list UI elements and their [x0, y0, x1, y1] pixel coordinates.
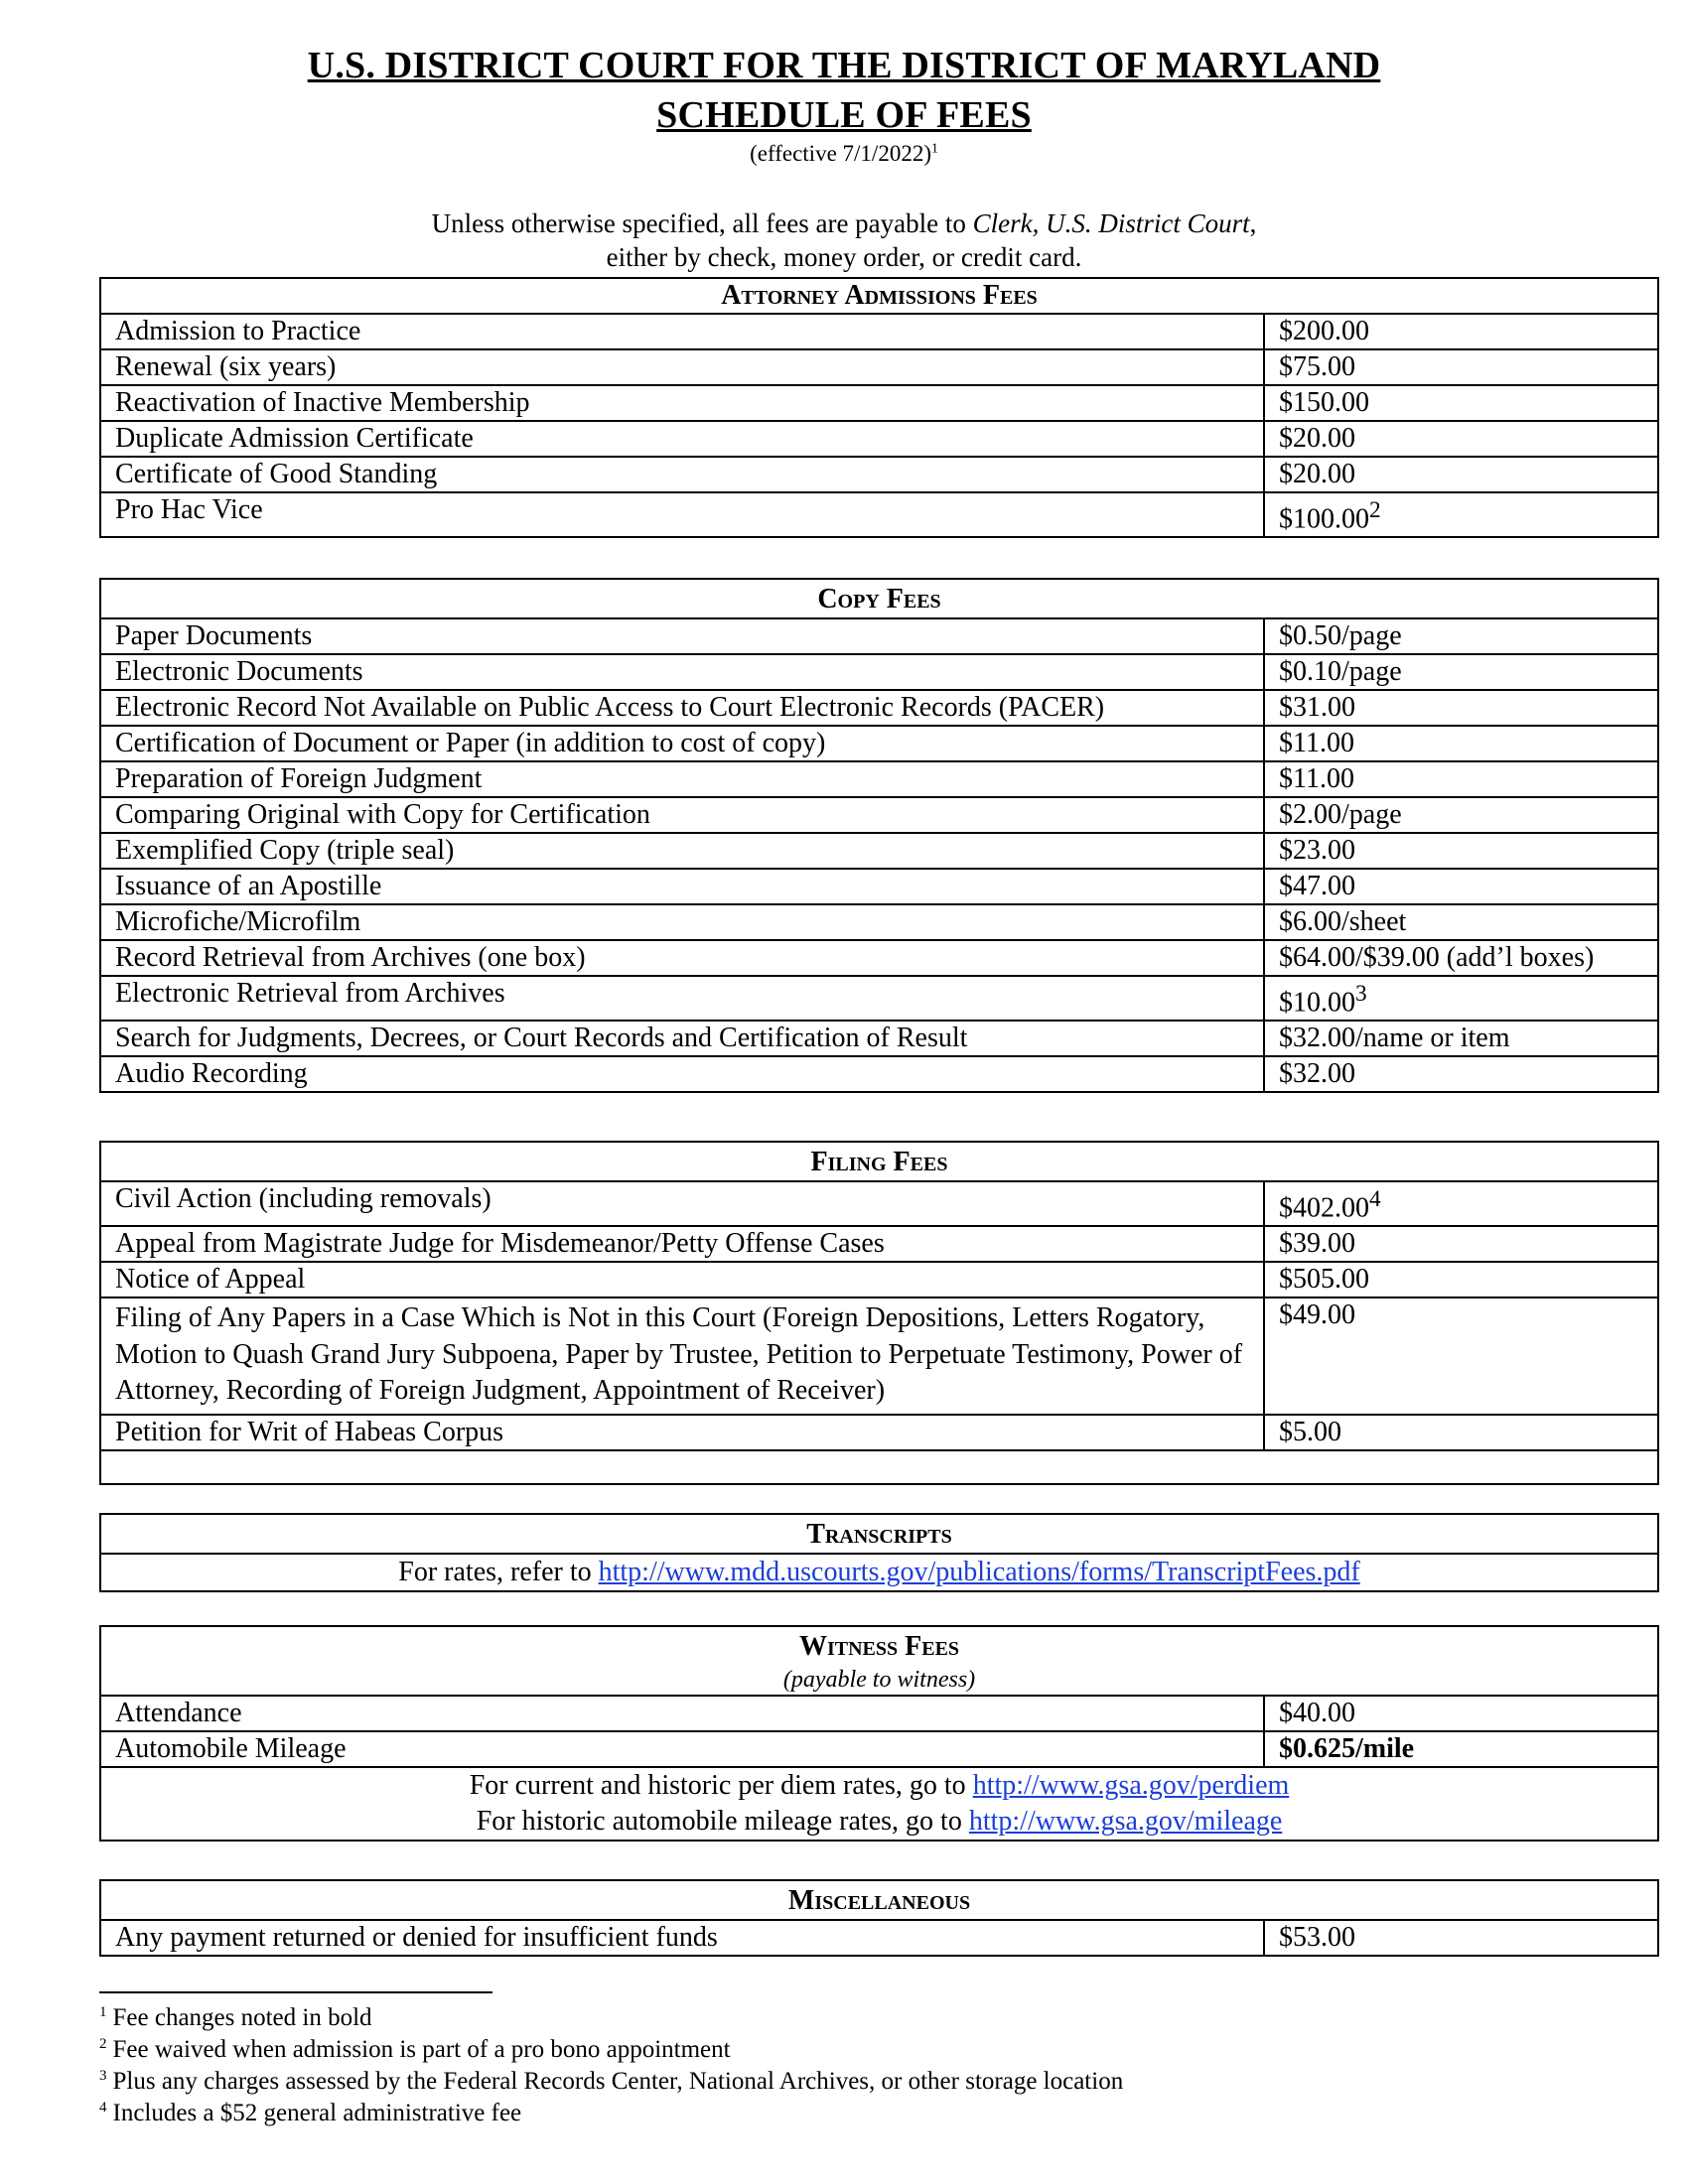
fee-amount [1264, 940, 1658, 976]
fee-value: $47.00 [1279, 871, 1355, 901]
fee-value: $6.00/sheet [1279, 906, 1407, 937]
fee-amount [1264, 349, 1658, 385]
fee-row [100, 492, 1658, 537]
fee-value: $505.00 [1279, 1264, 1369, 1296]
footnote-ref: 3 [1355, 981, 1367, 1007]
fee-name: Appeal from Magistrate Judge for Misdemeanor/Petty Offense Cases [100, 1226, 1264, 1262]
fee-name: Audio Recording [100, 1056, 1264, 1092]
fee-name: Issuance of an Apostille [100, 869, 1264, 904]
fee-name: Petition for Writ of Habeas Corpus [100, 1415, 1264, 1450]
fee-row [100, 654, 1658, 690]
fee-value: $32.00/name or item [1279, 1023, 1510, 1054]
fee-row [100, 690, 1658, 726]
footnote [99, 2002, 1123, 2034]
fee-row [100, 976, 1658, 1021]
fee-name: Microfiche/Microfilm [100, 904, 1264, 940]
page-subtitle: SCHEDULE OF FEES [656, 94, 1032, 136]
fee-value: $5.00 [1279, 1416, 1341, 1447]
footnote [99, 2034, 1123, 2066]
fee-name: Comparing Original with Copy for Certification [100, 797, 1264, 833]
fee-amount [1264, 833, 1658, 869]
fee-name: Search for Judgments, Decrees, or Court Records and Certification of Result [100, 1021, 1264, 1056]
filing-fees-heading: Filing Fees [100, 1142, 1658, 1181]
fee-value: $31.00 [1279, 692, 1355, 723]
fee-name: Record Retrieval from Archives (one box) [100, 940, 1264, 976]
fee-value: $11.00 [1279, 728, 1354, 758]
fee-value: $75.00 [1279, 351, 1355, 382]
footnote-ref: 1 [930, 140, 938, 156]
fee-row [100, 1021, 1658, 1056]
page-title: U.S. DISTRICT COURT FOR THE DISTRICT OF MARYLAND [307, 45, 1381, 86]
fee-row [100, 726, 1658, 761]
fee-row [100, 1262, 1658, 1297]
intro-prefix: Unless otherwise specified, all fees are payable to [431, 208, 973, 238]
mileage-link[interactable]: http://www.gsa.gov/mileage [968, 1806, 1283, 1837]
footnotes [99, 2002, 1123, 2129]
footnote-number: 1 [99, 2003, 107, 2020]
fee-name: Civil Action (including removals) [100, 1181, 1264, 1226]
filing-fees-table [99, 1141, 1659, 1485]
miscellaneous-heading: Miscellaneous [100, 1880, 1658, 1920]
fee-amount [1264, 314, 1658, 349]
fee-row [100, 1226, 1658, 1262]
fee-name: Preparation of Foreign Judgment [100, 761, 1264, 797]
fee-value: $39.00 [1279, 1228, 1355, 1260]
fee-row [100, 1297, 1658, 1415]
footnote-number: 2 [99, 2035, 107, 2052]
attorney-admissions-table [99, 277, 1659, 538]
footnote-ref: 4 [1369, 1186, 1381, 1212]
footnote-text: Includes a $52 general administrative fee [112, 2100, 522, 2126]
fee-amount [1264, 869, 1658, 904]
fee-amount [1264, 492, 1658, 537]
fee-name: Filing of Any Papers in a Case Which is Not in this Court (Foreign Depositions, Letters Rogatory, Motion to Quash Grand Jury Subpoena, Paper by Trustee, Petition to Perpetuate Testimony, Power of Attorney, Recording of Foreign Judgment, Appointment of Receiver) [100, 1297, 1264, 1415]
transcripts-table [99, 1513, 1659, 1592]
fee-row [100, 940, 1658, 976]
footnote-divider [99, 1991, 492, 1993]
footnote [99, 2066, 1123, 2098]
fee-row [100, 761, 1658, 797]
fee-value: $32.00 [1279, 1058, 1355, 1090]
fee-amount [1264, 797, 1658, 833]
fee-row [100, 1181, 1658, 1226]
transcript-fees-link[interactable]: http://www.mdd.uscourts.gov/publications/forms/TranscriptFees.pdf [598, 1557, 1360, 1587]
fee-row [100, 457, 1658, 492]
effective-date-text: (effective 7/1/2022) [750, 141, 931, 166]
fee-row [100, 349, 1658, 385]
fee-name: Certification of Document or Paper (in addition to cost of copy) [100, 726, 1264, 761]
fee-name: Any payment returned or denied for insufficient funds [100, 1920, 1264, 1956]
fee-amount [1264, 1021, 1658, 1056]
transcripts-note [100, 1554, 1658, 1591]
fee-value: $100.00 [1279, 503, 1369, 535]
fee-amount [1264, 618, 1658, 654]
fee-name: Certificate of Good Standing [100, 457, 1264, 492]
fee-name: Admission to Practice [100, 314, 1264, 349]
fee-name: Electronic Documents [100, 654, 1264, 690]
fee-name: Pro Hac Vice [100, 492, 1264, 537]
payment-instructions [0, 206, 1688, 274]
fee-value: $2.00/page [1279, 799, 1402, 830]
fee-amount [1264, 1226, 1658, 1262]
fee-value: $23.00 [1279, 835, 1355, 866]
fee-amount [1264, 1181, 1658, 1226]
table-spacer [100, 1450, 1658, 1484]
fee-amount [1264, 761, 1658, 797]
fee-amount: $40.00 [1264, 1696, 1658, 1731]
fee-amount [1264, 726, 1658, 761]
fee-value: $64.00/$39.00 (add’l boxes) [1279, 942, 1595, 973]
fee-amount [1264, 421, 1658, 457]
fee-amount: $0.625/mile [1264, 1731, 1658, 1767]
fee-name: Reactivation of Inactive Membership [100, 385, 1264, 421]
fee-value: $150.00 [1279, 387, 1369, 418]
fee-row [100, 385, 1658, 421]
fee-row [100, 869, 1658, 904]
per-diem-note [115, 1768, 1643, 1804]
fee-name: Notice of Appeal [100, 1262, 1264, 1297]
fee-value: $402.00 [1279, 1192, 1369, 1224]
fee-value: $20.00 [1279, 423, 1355, 454]
footnote-text: Fee changes noted in bold [112, 2004, 372, 2031]
intro-line-1 [0, 206, 1688, 240]
intro-line-2: either by check, money order, or credit card. [606, 242, 1082, 272]
attorney-admissions-heading: Attorney Admissions Fees [100, 278, 1658, 314]
per-diem-link[interactable]: http://www.gsa.gov/perdiem [972, 1770, 1290, 1801]
fee-name: Duplicate Admission Certificate [100, 421, 1264, 457]
fee-value: $49.00 [1279, 1299, 1355, 1331]
fee-amount [1264, 690, 1658, 726]
witness-fees-heading: Witness Fees [100, 1626, 1658, 1665]
witness-fees-table [99, 1625, 1659, 1842]
footnote-number: 3 [99, 2067, 107, 2084]
mileage-note-text: For historic automobile mileage rates, go to [476, 1806, 969, 1837]
fee-amount: $53.00 [1264, 1920, 1658, 1956]
fee-row [100, 421, 1658, 457]
copy-fees-heading: Copy Fees [100, 579, 1658, 618]
fee-row [100, 797, 1658, 833]
fee-amount [1264, 457, 1658, 492]
transcripts-note-text: For rates, refer to [398, 1557, 599, 1587]
fee-name: Electronic Record Not Available on Public Access to Court Electronic Records (PACER) [100, 690, 1264, 726]
fee-row [100, 833, 1658, 869]
spacer-cell [100, 1450, 1658, 1484]
fee-name: Renewal (six years) [100, 349, 1264, 385]
effective-date [0, 141, 1688, 167]
fee-name: Electronic Retrieval from Archives [100, 976, 1264, 1021]
copy-fees-table [99, 578, 1659, 1093]
fee-amount [1264, 385, 1658, 421]
footnote-ref: 2 [1369, 497, 1381, 523]
fee-amount [1264, 1262, 1658, 1297]
fee-amount [1264, 1415, 1658, 1450]
mileage-note [115, 1804, 1643, 1840]
footnote-number: 4 [99, 2099, 107, 2116]
fee-amount [1264, 1056, 1658, 1092]
fee-row [100, 1056, 1658, 1092]
fee-value: $20.00 [1279, 459, 1355, 489]
fee-amount [1264, 654, 1658, 690]
witness-rate-notes [100, 1767, 1658, 1841]
fee-value: $200.00 [1279, 316, 1369, 346]
intro-payee: Clerk, U.S. District Court [972, 208, 1250, 238]
intro-suffix: , [1249, 208, 1257, 238]
fee-name: Paper Documents [100, 618, 1264, 654]
fee-amount [1264, 904, 1658, 940]
fee-value: $11.00 [1279, 763, 1354, 794]
fee-row [100, 1415, 1658, 1450]
fee-value: $0.50/page [1279, 620, 1402, 651]
footnote [99, 2098, 1123, 2129]
footnote-text: Plus any charges assessed by the Federal Records Center, National Archives, or other storage location [112, 2068, 1124, 2095]
transcripts-heading: Transcripts [100, 1514, 1658, 1554]
witness-fees-subheading: (payable to witness) [100, 1665, 1658, 1696]
fee-value: $10.00 [1279, 987, 1355, 1019]
fee-name: Automobile Mileage [100, 1731, 1264, 1767]
miscellaneous-table [99, 1879, 1659, 1957]
footnote-text: Fee waived when admission is part of a pro bono appointment [112, 2036, 731, 2063]
fee-name: Exemplified Copy (triple seal) [100, 833, 1264, 869]
fee-amount [1264, 1297, 1658, 1415]
fee-row [100, 314, 1658, 349]
fee-value: $0.10/page [1279, 656, 1402, 687]
fee-row [100, 618, 1658, 654]
per-diem-note-text: For current and historic per diem rates, go to [469, 1770, 973, 1801]
fee-amount [1264, 976, 1658, 1021]
fee-row [100, 904, 1658, 940]
fee-name: Attendance [100, 1696, 1264, 1731]
